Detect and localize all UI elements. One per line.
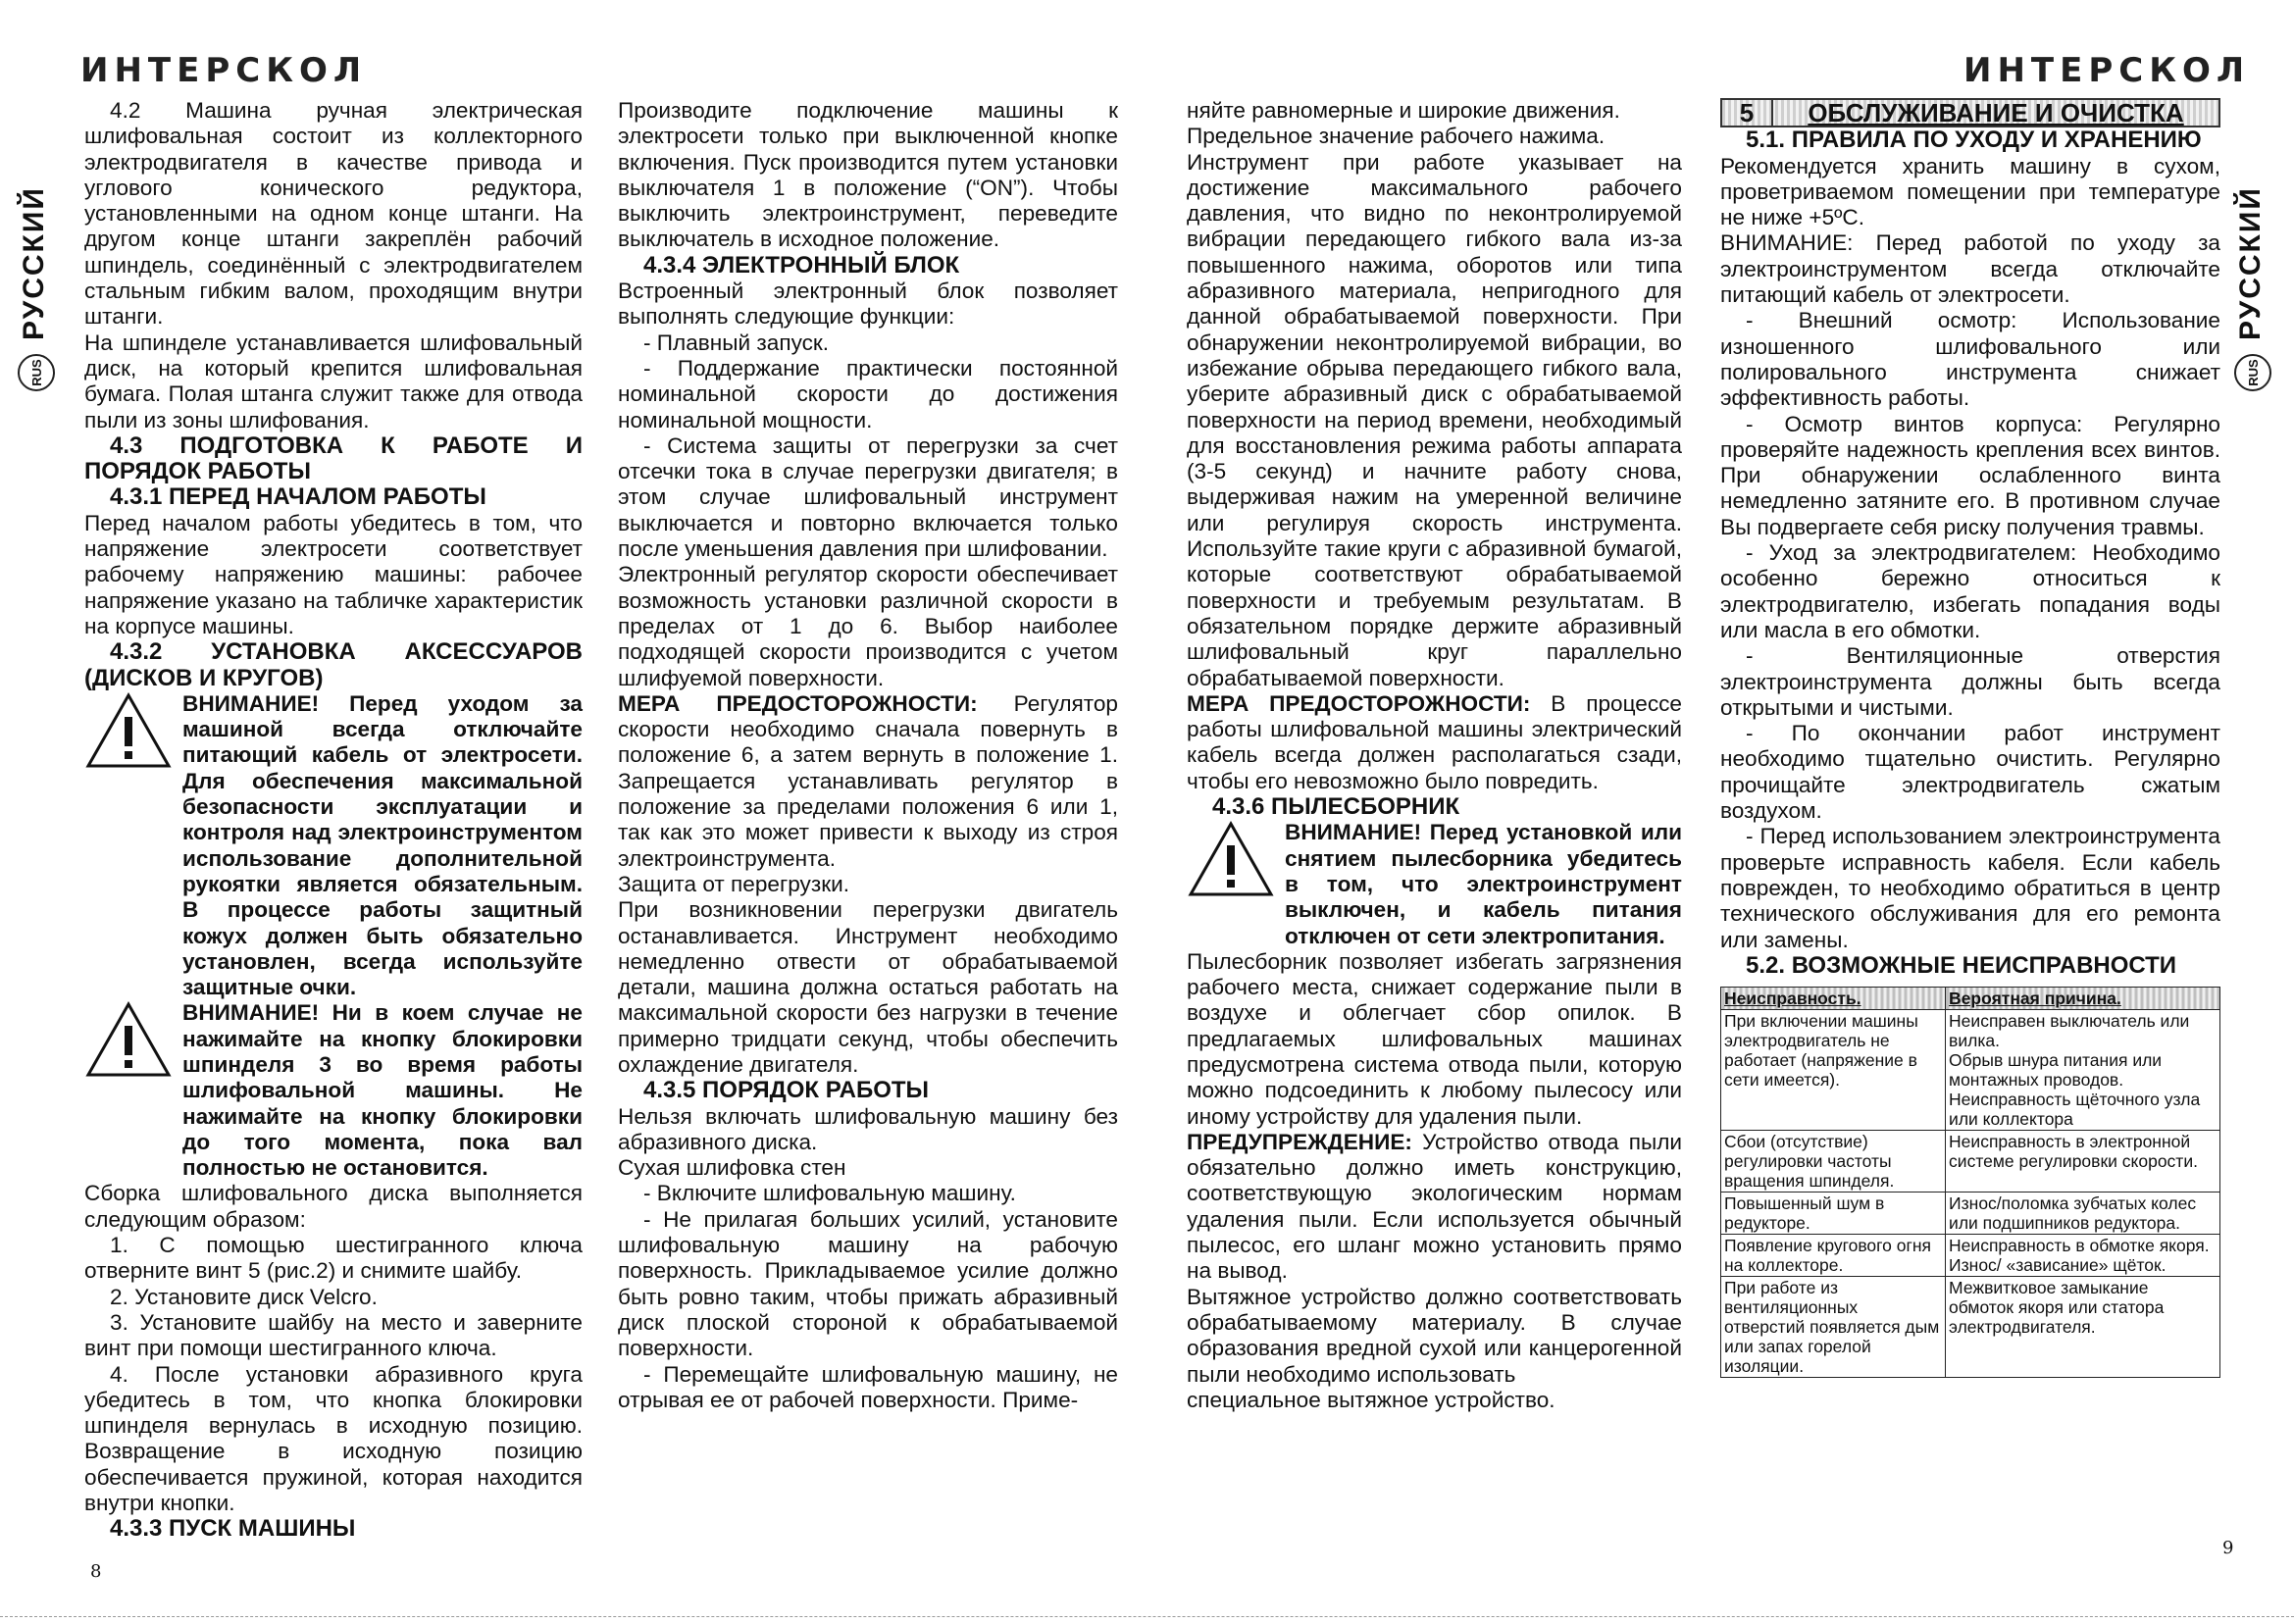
paragraph: Защита от перегрузки. — [618, 871, 849, 896]
troubleshooting-table — [1720, 987, 2220, 1378]
warning-text: Устройство отвода пыли обязательно должно иметь конструкцию, соответствующую экологическим нормам удаления пыли. Если используется обычный пылесос, его шланг можно установить прямо на вывод. — [1187, 1129, 1683, 1284]
list-item: - По окончании работ инструмент необходимо тщательно очистить. Регулярно прочищайте электродвигатель сжатым воздухом. — [1720, 721, 2220, 824]
column-3 — [1187, 98, 1682, 1413]
scan-edge-line — [0, 1616, 2294, 1617]
section-number: 5 — [1722, 100, 1773, 126]
table-row — [1721, 1277, 2220, 1378]
paragraph: Встроенный электронный блок позволяет выполнять следующие функции: — [618, 279, 1118, 330]
paragraph: специальное вытяжное устройство. — [1187, 1387, 1555, 1412]
list-item: 2. Установите диск Velcro. — [110, 1284, 378, 1309]
paragraph: 4.2 Машина ручная электрическая шлифовальная состоит из коллекторного электродвигателя в качестве привода и углового конического редуктора, установленными на одном конце штанги. На другом конце штанги закреплён рабочий шпиндель, соединённый с электродвигателем стальным гибким валом, проходящим внутри штанги. — [84, 98, 583, 330]
list-item: - Внешний осмотр: Использование изношенного шлифовального или полировального инструмента снижает эффективность работы. — [1720, 308, 2220, 411]
paragraph: Перед началом работы убедитесь в том, что напряжение электросети соответствует рабочему напряжению машины: рабочее напряжение указано на табличке характеристик на корпусе машины. — [84, 510, 583, 638]
brand-logo: ИНТЕРСКОЛ — [1963, 51, 2251, 90]
paragraph: ВНИМАНИЕ: Перед работой по уходу за электроинструментом всегда отключайте питающий кабель от электросети. — [1720, 230, 2220, 308]
fault-cell: Повышенный шум в редукторе. — [1721, 1193, 1946, 1235]
warning-block — [1187, 820, 1682, 948]
warning-label: ПРЕДУПРЕЖДЕНИЕ: — [1187, 1129, 1412, 1154]
list-item: 1. С помощью шестигранного ключа отверните винт 5 (рис.2) и снимите шайбу. — [84, 1233, 583, 1284]
rus-badge-icon: RUS — [2234, 354, 2271, 391]
list-item: - Не прилагая больших усилий, установите шлифовальную машину на рабочую поверхность. Прикладываемое усилие должно быть ровно таким, чтобы прижать абразивный диск плоской стороной к обрабатываемой поверхности. — [618, 1206, 1118, 1361]
list-item: 4. После установки абразивного круга убедитесь в том, что кнопка блокировки шпинделя вернулась в исходную позицию. Возвращение в исходную позицию обеспечивается пружиной, которая находится внутри кнопки. — [84, 1361, 583, 1516]
paragraph: Предельное значение рабочего нажима. — [1187, 124, 1606, 149]
heading-4-3-6: 4.3.6 ПЫЛЕСБОРНИК — [1212, 793, 1460, 821]
paragraph: Нельзя включать шлифовальную машину без абразивного диска. — [618, 1103, 1118, 1154]
paragraph: Сборка шлифовального диска выполняется следующим образом: — [84, 1181, 583, 1232]
heading-4-3-5: 4.3.5 ПОРЯДОК РАБОТЫ — [643, 1077, 930, 1104]
column-header-fault: Неисправность. — [1721, 988, 1946, 1010]
table-header-row — [1721, 988, 2220, 1010]
list-item: - Уход за электродвигателем: Необходимо особенно бережно относиться к электродвигателю, избегать попадания воды или масла в его обмотки. — [1720, 540, 2220, 642]
list-item: - Поддержание практически постоянной номинальной скорости до достижения номинальной мощности. — [618, 355, 1118, 432]
cause-cell: Неисправен выключатель или вилка. Обрыв шнура питания или монтажных проводов. Неисправность щёточного узла или коллектора — [1946, 1010, 2220, 1131]
warning-triangle-icon — [84, 691, 173, 770]
list-item: 3. Установите шайбу на место и заверните винт при помощи шестигранного ключа. — [84, 1309, 583, 1361]
table-row — [1721, 1131, 2220, 1193]
cause-cell: Износ/поломка зубчатых колес или подшипников редуктора. — [1946, 1193, 2220, 1235]
warning-text: ВНИМАНИЕ! Ни в коем случае не нажимайте на кнопку блокировки шпинделя 3 во время работы шлифовальной машины. Не нажимайте на кнопку блокировки до того момента, пока вал полностью не остановится. — [182, 1000, 583, 1181]
language-label: РУССКИЙ — [18, 186, 50, 341]
paragraph: Электронный регулятор скорости обеспечивает возможность установки различной скорости в пределах от 1 до 6. Выбор наиболее подходящей скорости производится с учетом шлифуемой поверхности. — [618, 562, 1118, 690]
language-label: РУССКИЙ — [2234, 186, 2267, 341]
paragraph: няйте равномерные и широкие движения. — [1187, 98, 1620, 123]
caution-label: МЕРА ПРЕДОСТОРОЖНОСТИ: — [1187, 690, 1531, 716]
cause-cell: Межвитковое замыкание обмоток якоря или статора электродвигателя. — [1946, 1277, 2220, 1378]
table-row — [1721, 1193, 2220, 1235]
heading-4-3-4: 4.3.4 ЭЛЕКТРОННЫЙ БЛОК — [643, 251, 960, 279]
paragraph: Вытяжное устройство должно соответствовать обрабатываемому материалу. В случае образования вредной сухой или канцерогенной пыли необходимо использовать — [1187, 1284, 1682, 1387]
paragraph: Сухая шлифовка стен — [618, 1155, 846, 1181]
warning-block — [84, 691, 583, 1001]
heading-5-2: 5.2. ВОЗМОЖНЫЕ НЕИСПРАВНОСТИ — [1746, 951, 2177, 979]
caution-text: В процессе работы шлифовальной машины электрический кабель всегда должен располагаться сзади, чтобы его невозможно было повредить. — [1187, 690, 1682, 793]
table-row — [1721, 1235, 2220, 1277]
right-page — [1147, 0, 2294, 1624]
heading-5-1: 5.1. ПРАВИЛА ПО УХОДУ И ХРАНЕНИЮ — [1746, 127, 2202, 154]
warning-text: ВНИМАНИЕ! Перед установкой или снятием пылесборника убедитесь в том, что электроинструмент выключен, и кабель питания отключен от сети электропитания. — [1285, 820, 1682, 948]
heading-4-3-2: 4.3.2 УСТАНОВКА АКСЕССУАРОВ (ДИСКОВ И КРУГОВ) — [84, 638, 583, 691]
warning-block — [84, 1000, 583, 1181]
paragraph: Рекомендуется хранить машину в сухом, проветриваемом помещении при температуре не ниже +5ºС. — [1720, 153, 2220, 230]
rus-badge-icon: RUS — [18, 354, 55, 391]
heading-4-3-1: 4.3.1 ПЕРЕД НАЧАЛОМ РАБОТЫ — [110, 483, 486, 511]
section-banner — [1720, 98, 2220, 127]
paragraph: На шпинделе устанавливается шлифовальный диск, на который крепится шлифовальная бумага. Полая штанга служит также для отвода пыли из зоны шлифования. — [84, 330, 583, 432]
list-item: - Система защиты от перегрузки за счет отсечки тока в случае перегрузки двигателя; в этом случае шлифовальный инструмент выключается и повторно включается только после уменьшения давления при шлифовании. — [618, 432, 1118, 562]
brand-logo: ИНТЕРСКОЛ — [80, 51, 368, 90]
language-tab-left — [18, 186, 57, 391]
cause-cell: Неисправность в обмотке якоря. Износ/ «зависание» щёток. — [1946, 1235, 2220, 1277]
language-tab-right — [2234, 186, 2273, 391]
column-2 — [618, 98, 1118, 1413]
caution-label: МЕРА ПРЕДОСТОРОЖНОСТИ: — [618, 690, 978, 716]
warning-text: ВНИМАНИЕ! Перед уходом за машиной всегда отключайте питающий кабель от электросети. Для обеспечения максимальной безопасности эксплуатации и контроля над электроинструментом использование дополнительной рукоятки является обязательным. В процессе работы защитный кожух должен быть обязательно установлен, всегда используйте защитные очки. — [182, 690, 583, 1000]
fault-cell: Сбои (отсутствие) регулировки частоты вращения шпинделя. — [1721, 1131, 1946, 1193]
list-item: - Включите шлифовальную машину. — [643, 1181, 1016, 1206]
table-row — [1721, 1010, 2220, 1131]
list-item: - Вентиляционные отверстия электроинструмента должны быть всегда открытыми и чистыми. — [1720, 643, 2220, 720]
heading-4-3-3: 4.3.3 ПУСК МАШИНЫ — [110, 1515, 356, 1543]
section-title: ОБСЛУЖИВАНИЕ И ОЧИСТКА — [1808, 98, 2184, 127]
warning-triangle-icon — [84, 1000, 173, 1079]
list-item: - Перед использованием электроинструмента проверьте исправность кабеля. Если кабель поврежден, то необходимо обратиться в центр технического обслуживания для его ремонта или замены. — [1720, 824, 2220, 952]
caution-paragraph — [618, 691, 1118, 872]
heading-4-3: 4.3 ПОДГОТОВКА К РАБОТЕ И ПОРЯДОК РАБОТЫ — [84, 431, 583, 485]
column-1 — [84, 98, 583, 1543]
paragraph: При возникновении перегрузки двигатель останавливается. Инструмент необходимо немедленно отвести от обрабатываемой детали, машина должна остаться работать на максимальной скорости без нагрузки в течение примерно тридцати секунд, чтобы обеспечить охлаждение двигателя. — [618, 897, 1118, 1077]
page-number: 9 — [2222, 1538, 2234, 1558]
column-header-cause: Вероятная причина. — [1946, 988, 2220, 1010]
page-number: 8 — [90, 1561, 102, 1582]
warning-triangle-icon — [1187, 820, 1275, 898]
list-item: - Осмотр винтов корпуса: Регулярно проверяйте надежность крепления всех винтов. При обнаружении ослабленного винта немедленно затяните его. В противном случае Вы подвергаете себя риску получения травмы. — [1720, 411, 2220, 539]
list-item: - Плавный запуск. — [643, 330, 830, 355]
fault-cell: Появление кругового огня на коллекторе. — [1721, 1235, 1946, 1277]
fault-cell: При включении машины электродвигатель не работает (напряжение в сети имеется). — [1721, 1010, 1946, 1131]
paragraph: Пылесборник позволяет избегать загрязнения рабочего места, снижает содержание пыли в воздухе и облегчает сбор опилок. В предлагаемых шлифовальных машинах предусмотрена система отвода пыли, которую можно подсоединить к любому пылесосу или иному устройству для удаления пыли. — [1187, 948, 1682, 1129]
cause-cell: Неисправность в электронной системе регулировки скорости. — [1946, 1131, 2220, 1193]
paragraph: Инструмент при работе указывает на достижение максимального рабочего давления, что видно по неконтролируемой вибрации передающего гибкого вала из-за повышенного нажима, оборотов или типа абразивного материала, непригодного для данной обрабатываемой поверхности. При обнаружении неконтролируемой вибрации, во избежание обрыва передающего гибкого вала, уберите абразивный диск с обрабатываемой поверхности на период времени, необходимый для восстановления режима работы аппарата (3-5 секунд) и начните работу снова, выдерживая нажим на умеренной величине или регулируя скорость инструмента. Используйте такие круги с абразивной бумагой, которые соответствуют обрабатываемой поверхности и требуемым результатам. В обязательном порядке держите абразивный шлифовальный круг параллельно обрабатываемой поверхности. — [1187, 149, 1682, 690]
caution-paragraph — [1187, 691, 1682, 794]
warning-paragraph — [1187, 1130, 1682, 1285]
list-item: - Перемещайте шлифовальную машину, не отрывая ее от рабочей поверхности. Приме- — [618, 1361, 1118, 1412]
caution-text: Регулятор скорости необходимо сначала повернуть в положение 6, а затем вернуть в положение 1. Запрещается устанавливать регулятор в положение за пределами положения 6 или 1, так как это может привести к выходу из строя электроинструмента. — [618, 690, 1118, 871]
paragraph: Производите подключение машины к электросети только при выключенной кнопке включения. Пуск производится путем установки выключателя 1 в положение (“ON”). Чтобы выключить электроинструмент, переведите выключатель в исходное положение. — [618, 98, 1118, 252]
fault-cell: При работе из вентиляционных отверстий появляется дым или запах горелой изоляции. — [1721, 1277, 1946, 1378]
column-4 — [1720, 98, 2220, 1378]
